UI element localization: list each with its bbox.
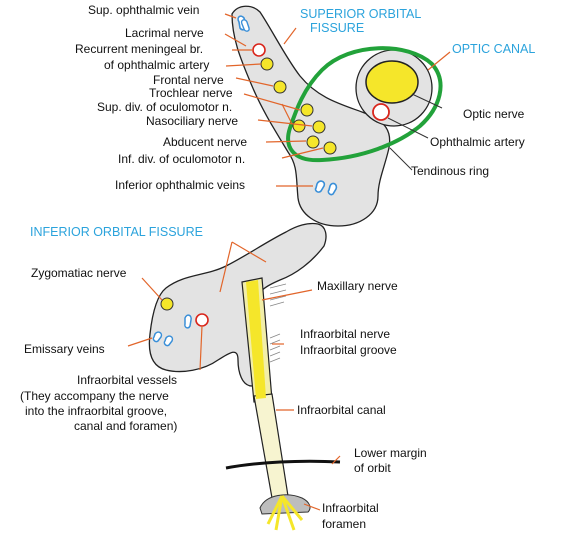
label-nasociliary-nerve: Nasociliary nerve xyxy=(146,114,239,128)
label-infraorbital-foramen-l1: Infraorbital xyxy=(322,501,379,515)
label-infraorbital-nerve: Infraorbital nerve xyxy=(300,327,391,341)
label-optic-nerve: Optic nerve xyxy=(463,107,525,121)
frontal-nerve xyxy=(274,81,286,93)
label-infraorbital-canal: Infraorbital canal xyxy=(297,403,386,417)
lacrimal-nerve xyxy=(261,58,273,70)
superior-orbital-fissure-shape xyxy=(232,6,390,226)
zygomatic-nerve xyxy=(161,298,173,310)
inferior-orbital-fissure-shape xyxy=(149,223,326,386)
heading-superior-orbital-fissure-l1: SUPERIOR ORBITAL xyxy=(300,7,422,21)
label-infraorbital-groove: Infraorbital groove xyxy=(300,343,397,357)
heading-superior-orbital-fissure-l2: FISSURE xyxy=(310,21,365,35)
label-ophthalmic-artery: Ophthalmic artery xyxy=(430,135,525,149)
label-abducent-nerve: Abducent nerve xyxy=(163,135,248,149)
label-sup-ophthalmic-vein: Sup. ophthalmic vein xyxy=(88,3,200,17)
label-infraorbital-vessels-l1: Infraorbital vessels xyxy=(77,373,178,387)
emissary-vein-1 xyxy=(185,315,191,328)
nasociliary-nerve xyxy=(313,121,325,133)
label-infraorbital-foramen-l2: foramen xyxy=(322,517,367,531)
label-frontal-nerve: Frontal nerve xyxy=(153,73,224,87)
label-inf-div-oculomotor: Inf. div. of oculomotor n. xyxy=(118,152,246,166)
label-inferior-ophthalmic-veins: Inferior ophthalmic veins xyxy=(115,178,246,192)
inf-div-oculomotor xyxy=(324,142,336,154)
label-recurrent-meningeal-l1: Recurrent meningeal br. xyxy=(75,42,204,56)
label-recurrent-meningeal-l2: of ophthalmic artery xyxy=(104,58,210,72)
ophthalmic-artery xyxy=(373,104,389,120)
label-tendinous-ring: Tendinous ring xyxy=(411,164,490,178)
label-lower-margin-l2: of orbit xyxy=(354,461,391,475)
heading-inferior-orbital-fissure: INFERIOR ORBITAL FISSURE xyxy=(30,225,203,239)
label-infraorbital-vessels-l2: (They accompany the nerve xyxy=(20,389,169,403)
label-lacrimal-nerve: Lacrimal nerve xyxy=(125,26,204,40)
infraorbital-vessels xyxy=(196,314,208,326)
label-trochlear-nerve: Trochlear nerve xyxy=(149,86,233,100)
recurrent-meningeal-artery xyxy=(253,44,265,56)
label-zygomatic-nerve: Zygomatiac nerve xyxy=(31,266,127,280)
label-infraorbital-vessels-l4: canal and foramen) xyxy=(74,419,178,433)
trochlear-nerve xyxy=(301,104,313,116)
abducent-nerve xyxy=(307,136,319,148)
label-maxillary-nerve: Maxillary nerve xyxy=(317,279,398,293)
label-infraorbital-vessels-l3: into the infraorbital groove, xyxy=(25,404,168,418)
optic-nerve xyxy=(366,61,418,103)
sup-div-oculomotor xyxy=(293,120,305,132)
label-emissary-veins: Emissary veins xyxy=(24,342,105,356)
label-sup-div-oculomotor: Sup. div. of oculomotor n. xyxy=(97,100,233,114)
label-lower-margin-l1: Lower margin xyxy=(354,446,427,460)
heading-optic-canal: OPTIC CANAL xyxy=(452,42,536,56)
